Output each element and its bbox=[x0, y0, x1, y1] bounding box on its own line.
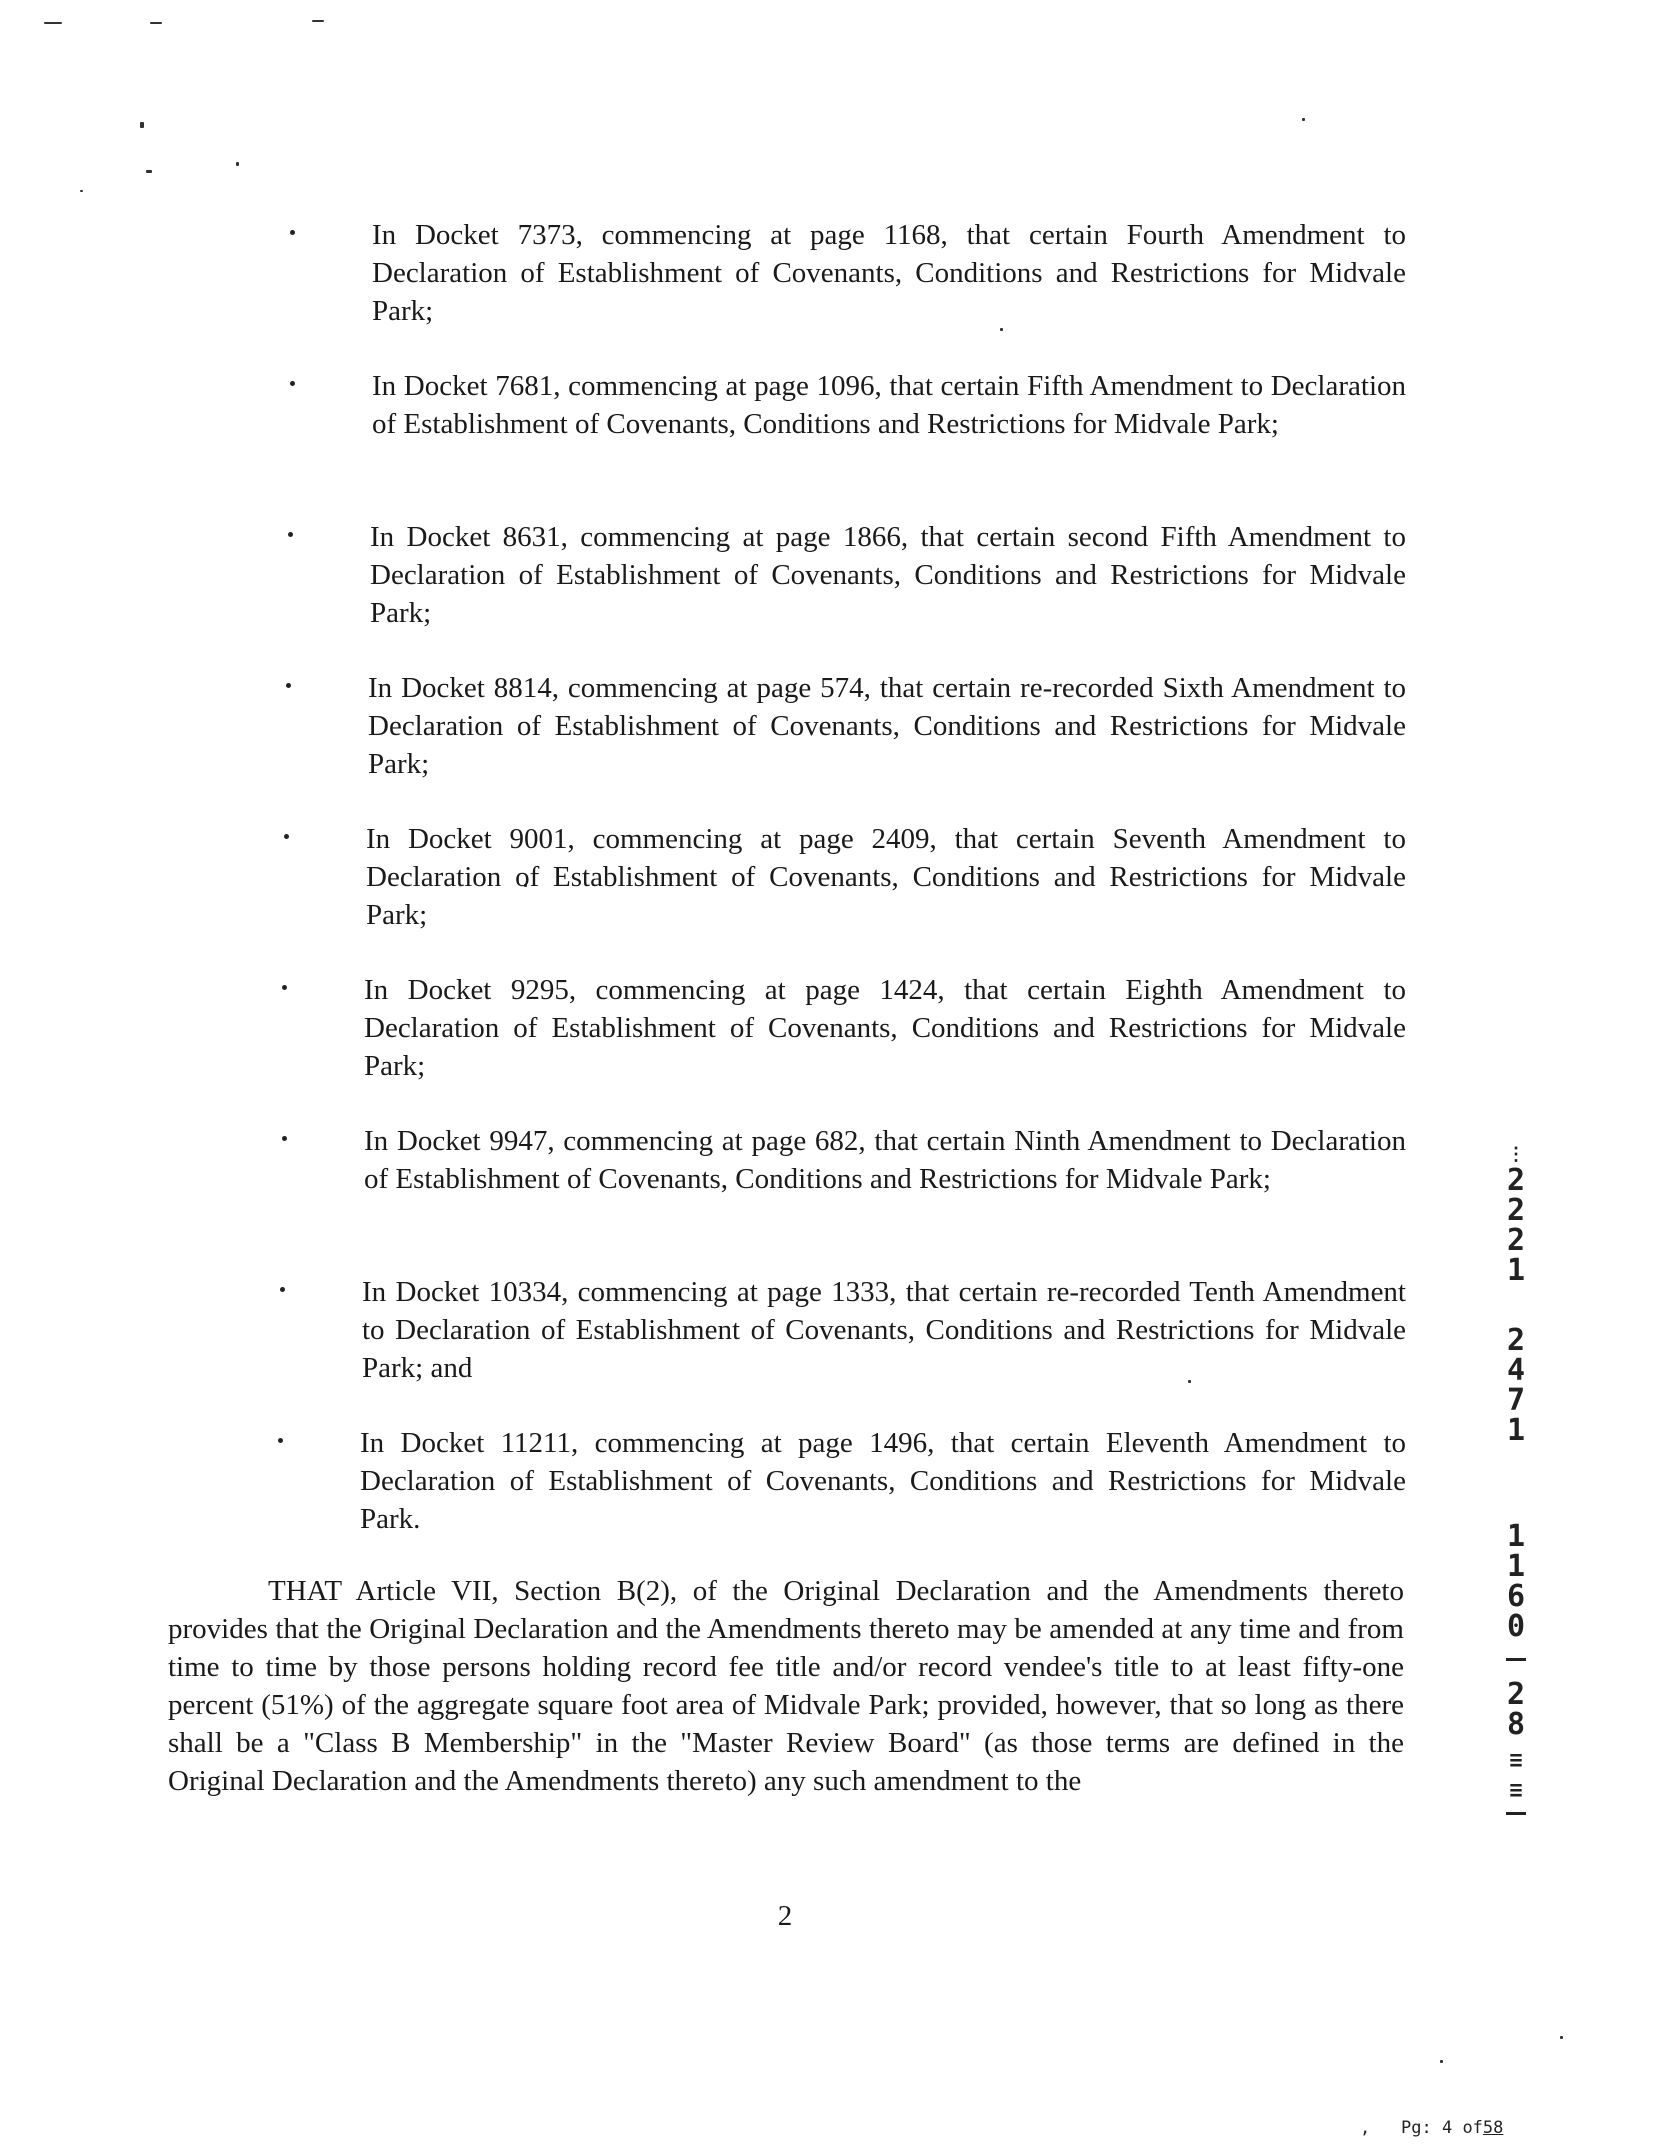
bullet bbox=[288, 532, 293, 537]
stamp-mark: ⋮ bbox=[1507, 1144, 1525, 1165]
list-item bbox=[366, 820, 1406, 934]
list-item-text: In Docket 11211, commencing at page 1496, that certain Eleventh Amendment to Declaration of Establishment of Covenants, Conditions and Restrictions for Midvale Park. bbox=[360, 1427, 1406, 1535]
scan-speck bbox=[1440, 2060, 1443, 2063]
list-item-text: In Docket 9001, commencing at page 2409, that certain Seventh Amendment to Declaration of Establishment of Covenants, Conditions and Restrictions for Midvale Park; bbox=[366, 823, 1406, 931]
list-item-text: In Docket 7373, commencing at page 1168, that certain Fourth Amendment to Declaration of Establishment of Covenants, Conditions and Restrictions for Midvale Park; bbox=[372, 219, 1406, 327]
stamp-digit: 4 bbox=[1506, 1353, 1526, 1388]
bullet bbox=[286, 683, 291, 688]
stamp-digit: 2 bbox=[1506, 1223, 1526, 1258]
stamp-digit: 1 bbox=[1506, 1253, 1526, 1288]
bullet bbox=[282, 1136, 287, 1141]
page-counter-current: 4 bbox=[1441, 2118, 1453, 2138]
stamp-digit: 1 bbox=[1506, 1413, 1526, 1448]
list-item bbox=[364, 1122, 1406, 1236]
stamp-mark: ≡ bbox=[1509, 1748, 1523, 1773]
scan-speck bbox=[1302, 118, 1305, 121]
stamp-dash bbox=[1506, 1812, 1526, 1815]
stamp-digit: 2 bbox=[1506, 1163, 1526, 1198]
bullet bbox=[290, 230, 295, 235]
list-item-text: In Docket 10334, commencing at page 1333, that certain re-recorded Tenth Amendment to Declaration of Establishment of Covenants, Conditions and Restrictions for Midvale Park; and bbox=[362, 1276, 1406, 1384]
scan-speck bbox=[1560, 2036, 1563, 2039]
stamp-digit: 2 bbox=[1506, 1677, 1526, 1712]
list-item-text: In Docket 8631, commencing at page 1866, that certain second Fifth Amendment to Declaration of Establishment of Covenants, Conditions and Restrictions for Midvale Park; bbox=[370, 521, 1406, 629]
list-item bbox=[364, 971, 1406, 1085]
stamp-digit: 8 bbox=[1506, 1707, 1526, 1742]
page-counter-label: Pg: bbox=[1400, 2118, 1432, 2138]
list-item bbox=[370, 518, 1406, 632]
bullet bbox=[280, 1287, 285, 1292]
scan-speck bbox=[80, 190, 83, 192]
list-item bbox=[362, 1273, 1406, 1387]
scan-speck bbox=[150, 22, 162, 24]
stamp-mark: ≡ bbox=[1509, 1778, 1523, 1803]
list-item-text: In Docket 8814, commencing at page 574, that certain re-recorded Sixth Amendment to Declaration of Establishment of Covenants, Conditions and Restrictions for Midvale Park; bbox=[368, 672, 1406, 780]
bullet bbox=[278, 1438, 283, 1443]
page-counter-of: of bbox=[1462, 2118, 1483, 2138]
scan-speck bbox=[312, 20, 324, 22]
list-item bbox=[372, 367, 1406, 481]
list-item-text: In Docket 9295, commencing at page 1424, that certain Eighth Amendment to Declaration of Establishment of Covenants, Conditions and Restrictions for Midvale Park; bbox=[364, 974, 1406, 1082]
scan-speck bbox=[140, 122, 144, 128]
footer-mark: , bbox=[1360, 2118, 1371, 2138]
stamp-digit: 2 bbox=[1506, 1193, 1526, 1228]
stamp-dash bbox=[1506, 1658, 1526, 1661]
page-counter-total: 58 bbox=[1482, 2118, 1504, 2138]
bullet bbox=[282, 985, 287, 990]
stamp-digit: 0 bbox=[1506, 1609, 1526, 1644]
scan-speck bbox=[146, 170, 152, 173]
list-item bbox=[368, 669, 1406, 783]
margin-stamp bbox=[1498, 1140, 1534, 1860]
page-number: 2 bbox=[777, 1900, 793, 1932]
stamp-digit: 1 bbox=[1506, 1549, 1526, 1584]
stamp-digit: 6 bbox=[1506, 1579, 1526, 1614]
stamp-digit: 2 bbox=[1506, 1323, 1526, 1358]
stamp-digit: 7 bbox=[1506, 1383, 1526, 1418]
list-item bbox=[360, 1424, 1406, 1538]
list-item-text: In Docket 7681, commencing at page 1096, that certain Fifth Amendment to Declaration of Establishment of Covenants, Conditions and Restrictions for Midvale Park; bbox=[372, 370, 1406, 440]
scan-speck bbox=[236, 162, 239, 166]
bullet bbox=[284, 834, 289, 839]
list-item-text: In Docket 9947, commencing at page 682, that certain Ninth Amendment to Declaration of Establishment of Covenants, Conditions and Restrictions for Midvale Park; bbox=[364, 1125, 1406, 1195]
body-paragraph: THAT Article VII, Section B(2), of the Original Declaration and the Amendments thereto provides that the Original Declaration and the Amendments thereto may be amended at any time and from time to time by those persons holding record fee title and/or record vendee's title to at least fifty-one percent (51%) of the aggregate square foot area of Midvale Park; provided, however, that so long as there shall be a "Class B Membership" in the "Master Review Board" (as those terms are defined in the Original Declaration and the Amendments thereto) any such amendment to the bbox=[168, 1575, 1404, 1797]
amendment-list bbox=[360, 216, 1406, 1575]
scan-speck bbox=[44, 22, 62, 24]
list-item bbox=[372, 216, 1406, 330]
stamp-digit: 1 bbox=[1506, 1519, 1526, 1554]
bullet bbox=[290, 381, 295, 386]
page-counter bbox=[1360, 2118, 1503, 2138]
